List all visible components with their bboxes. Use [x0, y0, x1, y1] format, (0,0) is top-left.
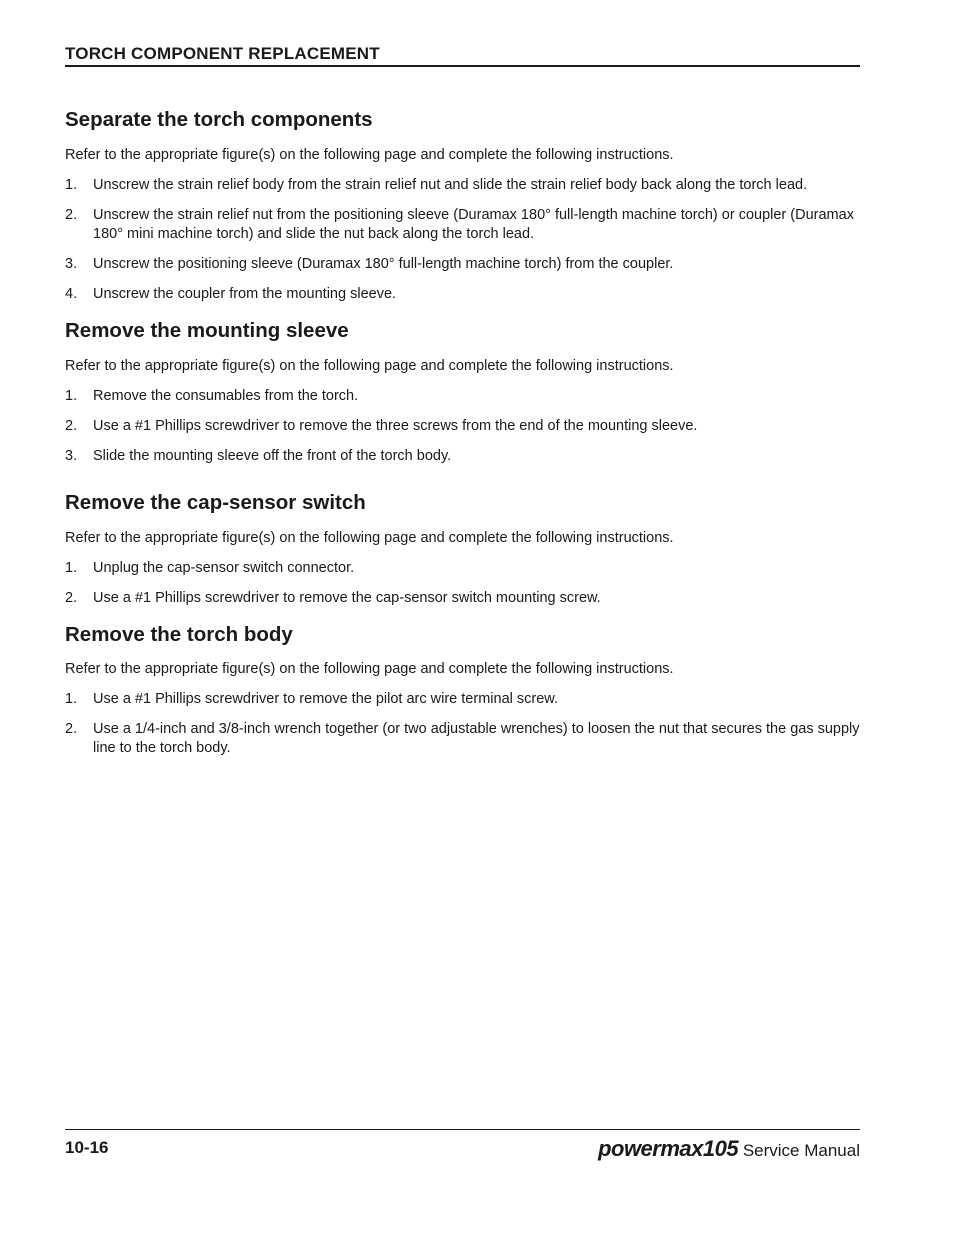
step-number: 3.	[65, 256, 78, 272]
step-number: 1.	[65, 177, 78, 193]
step-number: 2.	[65, 207, 78, 223]
section-mounting-sleeve	[65, 319, 860, 466]
step-text: Unscrew the strain relief body from the strain relief nut and slide the strain relief body back along the torch lead.	[93, 177, 808, 193]
step-text: Remove the consumables from the torch.	[93, 388, 359, 404]
step-item	[65, 255, 860, 274]
step-number: 2.	[65, 590, 78, 606]
section-intro: Refer to the appropriate figure(s) on the following page and complete the following instructions.	[65, 147, 674, 163]
step-text: Use a #1 Phillips screwdriver to remove the cap-sensor switch mounting screw.	[93, 590, 601, 606]
manual-title	[598, 1136, 860, 1162]
step-item	[65, 589, 860, 608]
page-number: 10-16	[65, 1138, 109, 1157]
step-number: 4.	[65, 286, 78, 302]
section-heading: Remove the torch body	[65, 623, 293, 646]
step-text: Unscrew the coupler from the mounting sleeve.	[93, 286, 397, 302]
step-item	[65, 447, 860, 466]
step-number: 2.	[65, 418, 78, 434]
step-text: Use a #1 Phillips screwdriver to remove the three screws from the end of the mounting sleeve.	[93, 418, 698, 434]
manual-label: Service Manual	[742, 1141, 860, 1160]
step-text: Unscrew the positioning sleeve (Duramax 180° full-length machine torch) from the coupler.	[93, 256, 674, 272]
page-header	[65, 44, 860, 67]
step-item	[65, 690, 860, 709]
section-cap-sensor-switch	[65, 491, 860, 608]
step-item	[65, 206, 860, 244]
step-text: Use a 1/4-inch and 3/8-inch wrench together (or two adjustable wrenches) to loosen the nut that secures the gas supply line to the torch body.	[93, 721, 860, 756]
step-item	[65, 720, 860, 758]
page-content	[65, 100, 860, 758]
step-number: 2.	[65, 721, 78, 737]
brand-logo: powermax105	[598, 1136, 739, 1161]
section-intro: Refer to the appropriate figure(s) on the following page and complete the following instructions.	[65, 661, 674, 677]
step-list	[65, 559, 860, 608]
step-list	[65, 387, 860, 466]
header-title: TORCH COMPONENT REPLACEMENT	[65, 44, 380, 63]
step-item	[65, 417, 860, 436]
step-list	[65, 176, 860, 304]
section-intro: Refer to the appropriate figure(s) on the following page and complete the following instructions.	[65, 530, 674, 546]
step-item	[65, 559, 860, 578]
step-item	[65, 285, 860, 304]
step-number: 1.	[65, 560, 78, 576]
section-separate-components	[65, 108, 860, 304]
step-item	[65, 176, 860, 195]
page-footer	[65, 1129, 860, 1170]
step-text: Unscrew the strain relief nut from the positioning sleeve (Duramax 180° full-length machine torch) or coupler (Duramax 180° mini machine torch) and slide the nut back along the torch lead.	[93, 207, 854, 242]
section-torch-body	[65, 623, 860, 758]
step-text: Slide the mounting sleeve off the front of the torch body.	[93, 448, 452, 464]
step-number: 1.	[65, 388, 78, 404]
step-text: Use a #1 Phillips screwdriver to remove the pilot arc wire terminal screw.	[93, 691, 558, 707]
section-heading: Remove the mounting sleeve	[65, 319, 349, 342]
section-heading: Remove the cap-sensor switch	[65, 491, 366, 514]
step-item	[65, 387, 860, 406]
step-text: Unplug the cap-sensor switch connector.	[93, 560, 355, 576]
section-intro: Refer to the appropriate figure(s) on the following page and complete the following instructions.	[65, 358, 674, 374]
section-heading: Separate the torch components	[65, 108, 373, 131]
step-number: 1.	[65, 691, 78, 707]
step-number: 3.	[65, 448, 78, 464]
step-list	[65, 690, 860, 758]
